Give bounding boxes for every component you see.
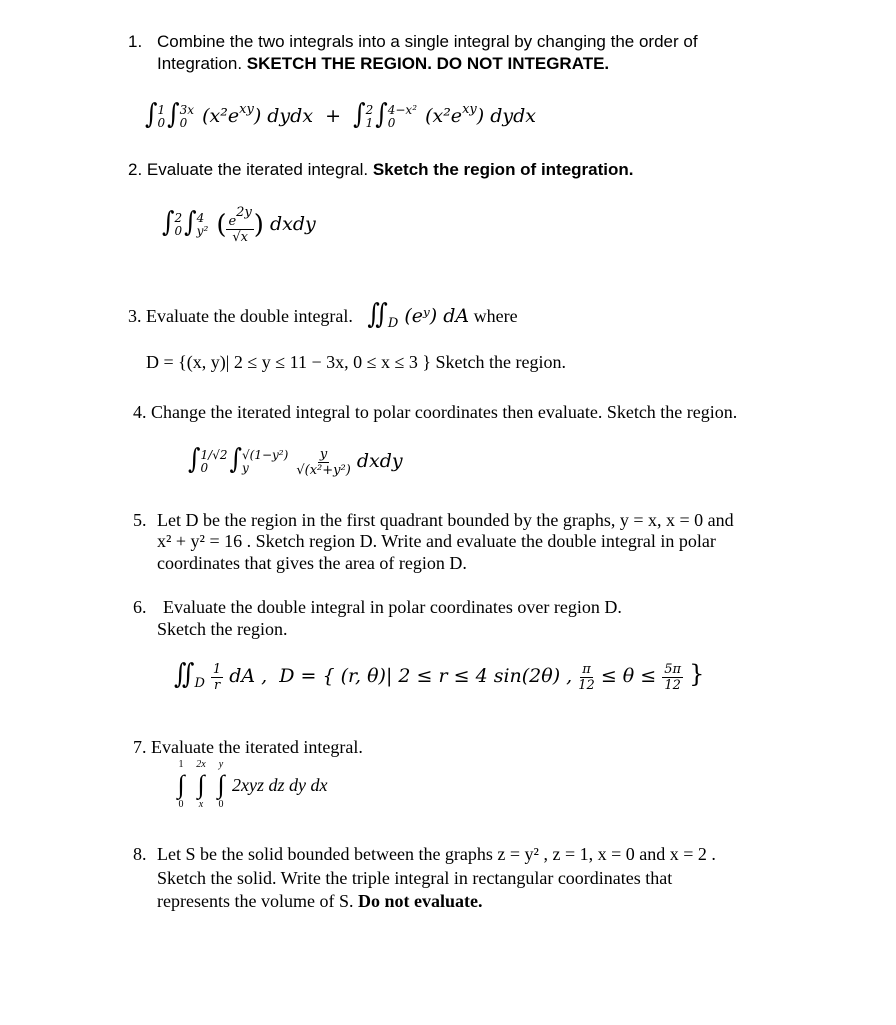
problem-6-upper-bound — [662, 662, 683, 693]
problem-1-text-line2-a: Integration. — [157, 54, 243, 73]
problem-5-number: 5. — [133, 510, 147, 530]
fraction-numerator: e2y — [228, 205, 252, 229]
integral-sign-icon: ∫ — [145, 97, 158, 131]
limit-lower: 0 — [174, 224, 183, 238]
problem-8-number: 8. — [133, 844, 147, 864]
limit-upper: √(1−y²) — [242, 448, 289, 462]
limit-upper: 3x — [179, 103, 195, 117]
problem-3-integral — [367, 297, 470, 331]
limit-upper: 4 — [196, 211, 205, 225]
problem-4-integral — [188, 442, 403, 478]
problem-2-text-a: Evaluate the iterated integral. — [146, 160, 369, 179]
problem-1-limits-a-inner — [180, 104, 194, 130]
problem-1-integrand-a: $(x^2e^{xy})$ dydx — [202, 102, 314, 127]
problem-3-domain-line — [146, 352, 566, 373]
problem-4-instruction: Change the iterated integral to polar coordinates then evaluate. Sketch the region. — [151, 402, 738, 422]
problem-2-instruction: Sketch the region of integration. — [372, 160, 634, 179]
limit-upper: 1 — [178, 759, 184, 770]
limit-upper: 2 — [365, 103, 374, 117]
problem-1-limits-b-inner — [388, 104, 417, 130]
problem-2-fraction — [226, 205, 253, 245]
fraction-denominator: √x — [232, 230, 248, 245]
problem-7-number: 7. — [133, 737, 147, 757]
limit-lower: y — [242, 461, 249, 475]
problem-1-limits-a-outer — [158, 104, 166, 130]
integral-sign-icon: ∫ — [184, 205, 197, 239]
problem-4-limits-inner — [242, 449, 288, 475]
integral-sign-icon: ∫ — [353, 97, 366, 131]
problem-7-int3 — [212, 760, 230, 810]
problem-7-text — [133, 737, 363, 758]
fraction-numerator: 1 — [212, 661, 222, 677]
limit-lower: 0 — [200, 461, 209, 475]
problem-3-integrand: (eʸ) dA — [404, 305, 470, 327]
problem-6-number: 6. — [133, 597, 147, 617]
integral-subscript: D — [387, 316, 399, 331]
brace-close: } — [689, 660, 705, 688]
problem-1-instruction: SKETCH THE REGION. DO NOT INTEGRATE. — [246, 54, 610, 73]
problem-3-domain: D = {(x, y)| 2 ≤ y ≤ 11 − 3x, 0 ≤ x ≤ 3 } — [146, 352, 432, 372]
problem-1-text-line1: Combine the two integrals into a single integral by changing the order of — [157, 32, 698, 51]
problem-3-text — [128, 297, 518, 331]
paren-open: ( — [216, 210, 227, 240]
fraction-denominator: √(x²+y²) — [296, 462, 351, 478]
problem-1-number: 1. — [128, 32, 143, 51]
fraction-denominator: 12 — [578, 677, 595, 693]
double-integral-icon: ∬ — [367, 297, 388, 331]
problem-6-integral — [174, 657, 705, 693]
problem-7-integral — [172, 760, 327, 810]
problem-3-number: 3. — [128, 306, 142, 326]
problem-5-line2: x² + y² = 16 . Sketch region D. Write and evaluate the double integral in polar — [157, 531, 716, 551]
limit-lower: 0 — [179, 116, 188, 130]
problem-6-lower-bound — [578, 662, 595, 693]
limit-lower: x — [198, 799, 204, 810]
limit-upper: 1 — [157, 103, 166, 117]
problem-2-limits-outer — [175, 212, 183, 238]
problem-7-instruction: Evaluate the iterated integral. — [151, 737, 363, 757]
problem-6-theta-ineq: ≤ θ ≤ — [600, 665, 657, 687]
problem-7-int1 — [172, 760, 190, 810]
problem-1-integral — [145, 97, 536, 131]
fraction-numerator: y — [319, 446, 328, 462]
limit-upper: 2x — [196, 759, 206, 770]
problem-7-int2 — [190, 760, 212, 810]
limit-lower: 1 — [365, 116, 374, 130]
problem-6-line2: Sketch the region. — [157, 619, 288, 639]
problem-4-differential: dxdy — [356, 450, 403, 472]
integral-subscript: D — [194, 676, 205, 691]
problem-6-line1: Evaluate the double integral in polar coordinates over region D. — [163, 597, 622, 617]
problem-7-integrand: 2xyz dz dy dx — [232, 774, 328, 795]
problem-1-integrand-b: $(x^2e^{xy})$ dydx — [425, 102, 536, 127]
problem-2-text — [128, 160, 634, 180]
problem-6-dA: dA , — [229, 665, 268, 687]
problem-3-sketch: Sketch the region. — [435, 352, 566, 372]
problem-3-instruction: Evaluate the double integral. — [146, 306, 353, 326]
integral-sign-icon: ∫ — [375, 97, 388, 131]
fraction-denominator: 12 — [664, 677, 681, 693]
integral-sign-icon: ∫ — [229, 442, 242, 476]
problem-2-number: 2. — [128, 160, 143, 179]
double-integral-icon: ∬ — [174, 657, 195, 691]
problem-8-line3 — [157, 891, 482, 912]
fraction-numerator: π — [582, 661, 591, 677]
integral-sign-icon: ∫ — [177, 770, 185, 799]
problem-8-line2: Sketch the solid. Write the triple integral in rectangular coordinates that — [157, 868, 673, 888]
problem-5-line1: Let D be the region in the first quadrant bounded by the graphs, y = x, x = 0 and — [157, 510, 734, 530]
limit-upper: 4−x² — [387, 103, 418, 117]
problem-4-number: 4. — [133, 402, 147, 422]
problem-1-limits-b-outer — [366, 104, 374, 130]
integral-sign-icon: ∫ — [167, 97, 180, 131]
limit-lower: 0 — [218, 799, 224, 810]
limit-lower: y² — [196, 224, 209, 238]
fraction-denominator: r — [213, 677, 221, 693]
problem-5-line3: coordinates that gives the area of region D. — [157, 553, 467, 573]
problem-2-integral — [162, 205, 316, 245]
integral-sign-icon: ∫ — [162, 205, 175, 239]
problem-8-line1: Let S be the solid bounded between the graphs z = y² , z = 1, x = 0 and x = 2 . — [157, 844, 716, 864]
problem-6-fraction — [211, 662, 223, 693]
paren-close: ) — [253, 210, 264, 240]
limit-lower: 0 — [157, 116, 166, 130]
plus-sign: + — [325, 105, 342, 127]
problem-1-text-line2 — [157, 54, 609, 74]
limit-upper: 1/√2 — [200, 448, 228, 462]
limit-upper: 2 — [174, 211, 183, 225]
integral-sign-icon: ∫ — [188, 442, 201, 476]
problem-3-where: where — [473, 306, 518, 326]
problem-8-line3-a: represents the volume of S. — [157, 891, 354, 911]
problem-4-fraction — [296, 447, 350, 478]
integral-sign-icon: ∫ — [197, 770, 205, 799]
problem-4-text — [133, 402, 737, 423]
integral-sign-icon: ∫ — [217, 770, 225, 799]
problem-4-limits-outer — [201, 449, 228, 475]
problem-2-differential: dxdy — [270, 213, 316, 235]
problem-2-limits-inner — [197, 212, 209, 238]
problem-8-instruction: Do not evaluate. — [357, 891, 483, 911]
problem-6-domain: D = { (r, θ)| 2 ≤ r ≤ 4 sin(2θ) , — [279, 665, 573, 687]
limit-lower: 0 — [387, 116, 396, 130]
fraction-numerator: 5π — [664, 661, 682, 677]
limit-upper: y — [218, 759, 224, 770]
limit-lower: 0 — [178, 799, 184, 810]
